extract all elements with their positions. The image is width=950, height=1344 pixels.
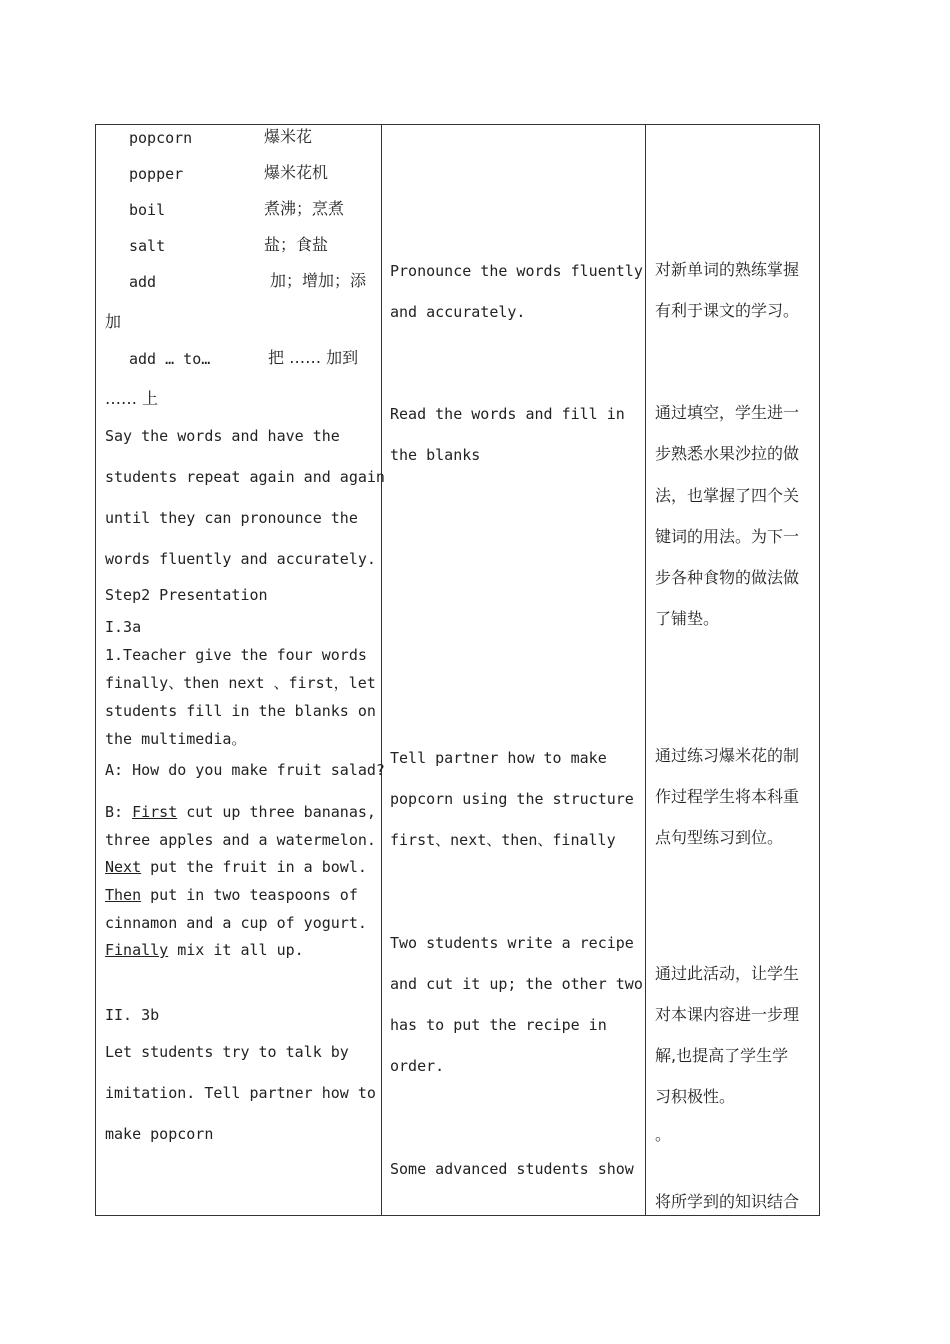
dialog-answer-line: Finally mix it all up. — [105, 941, 304, 959]
vocab-word: add … to… — [129, 350, 211, 368]
procedure-line: until they can pronounce the — [105, 509, 358, 527]
purpose-line: 通过填空，学生进一 — [655, 403, 800, 422]
column-divider — [381, 125, 382, 1215]
section-heading: II. 3b — [105, 1006, 160, 1024]
vocab-meaning: 加；增加；添 — [270, 271, 367, 290]
purpose-line: 作过程学生将本科重 — [655, 787, 800, 806]
vocab-meaning: 爆米花机 — [264, 163, 329, 182]
procedure-line: the multimedia。 — [105, 730, 247, 748]
activity-line: Tell partner how to make — [390, 749, 607, 767]
vocab-meaning-cont: 加 — [105, 312, 122, 331]
purpose-line: 通过此活动，让学生 — [655, 964, 800, 983]
purpose-line: 对新单词的熟练掌握 — [655, 260, 800, 279]
activity-line: first、next、then、finally — [390, 831, 616, 849]
vocab-word: boil — [129, 201, 166, 219]
purpose-line: 步各种食物的做法做 — [655, 568, 800, 587]
vocab-meaning: 盐；食盐 — [264, 235, 329, 254]
purpose-line: 法，也掌握了四个关 — [655, 486, 800, 505]
vocab-meaning: 煮沸；烹煮 — [264, 199, 345, 218]
vocab-word: add — [129, 273, 157, 291]
activity-line: order. — [390, 1057, 445, 1075]
activity-line: popcorn using the structure — [390, 790, 634, 808]
keyword-first: First — [132, 803, 178, 821]
activity-line: the blanks — [390, 446, 481, 464]
keyword-then: Then — [105, 886, 142, 904]
procedure-line: students fill in the blanks on — [105, 702, 376, 720]
vocab-word: popcorn — [129, 129, 193, 147]
dialog-answer-line: Next put the fruit in a bowl. — [105, 858, 367, 876]
vocab-word: popper — [129, 165, 184, 183]
dialog-answer-line: B: First cut up three bananas, — [105, 803, 376, 821]
dialog-answer-line: cinnamon and a cup of yogurt. — [105, 914, 367, 932]
purpose-line: 将所学到的知识结合 — [655, 1192, 800, 1211]
step-heading: Step2 Presentation — [105, 586, 268, 604]
purpose-line: 键词的用法。为下一 — [655, 527, 800, 546]
activity-line: Some advanced students show — [390, 1160, 634, 1178]
procedure-line: Let students try to talk by — [105, 1043, 349, 1061]
activity-line: Two students write a recipe — [390, 934, 634, 952]
activity-line: Pronounce the words fluently — [390, 262, 643, 280]
purpose-line: 步熟悉水果沙拉的做 — [655, 444, 800, 463]
activity-line: and cut it up; the other two — [390, 975, 643, 993]
activity-line: Read the words and fill in — [390, 405, 625, 423]
procedure-line: 1.Teacher give the four words — [105, 646, 367, 664]
vocab-meaning: 把 …… 加到 — [268, 348, 359, 367]
dialog-question: A: How do you make fruit salad? — [105, 761, 385, 779]
keyword-next: Next — [105, 858, 142, 876]
purpose-line: 有利于课文的学习。 — [655, 301, 800, 320]
vocab-meaning: 爆米花 — [264, 127, 313, 146]
procedure-line: make popcorn — [105, 1125, 214, 1143]
procedure-line: finally、then next 、first，let — [105, 674, 376, 692]
dialog-answer-line: Then put in two teaspoons of — [105, 886, 358, 904]
section-heading: I.3a — [105, 618, 142, 636]
purpose-line: 习积极性。 — [655, 1087, 736, 1106]
vocab-word: salt — [129, 237, 166, 255]
keyword-finally: Finally — [105, 941, 169, 959]
dialog-answer-line: three apples and a watermelon. — [105, 831, 376, 849]
vocab-meaning-cont: …… 上 — [105, 389, 159, 408]
procedure-line: students repeat again and again — [105, 468, 385, 486]
purpose-line: 对本课内容进一步理 — [655, 1005, 800, 1024]
procedure-line: words fluently and accurately. — [105, 550, 376, 568]
procedure-line: Say the words and have the — [105, 427, 340, 445]
purpose-line: 了铺垫。 — [655, 609, 720, 628]
activity-line: and accurately. — [390, 303, 526, 321]
purpose-line: 。 — [655, 1125, 672, 1144]
activity-line: has to put the recipe in — [390, 1016, 607, 1034]
purpose-line: 解,也提高了学生学 — [655, 1046, 789, 1065]
column-divider — [645, 125, 646, 1215]
purpose-line: 通过练习爆米花的制 — [655, 746, 800, 765]
purpose-line: 点句型练习到位。 — [655, 828, 784, 847]
procedure-line: imitation. Tell partner how to — [105, 1084, 376, 1102]
